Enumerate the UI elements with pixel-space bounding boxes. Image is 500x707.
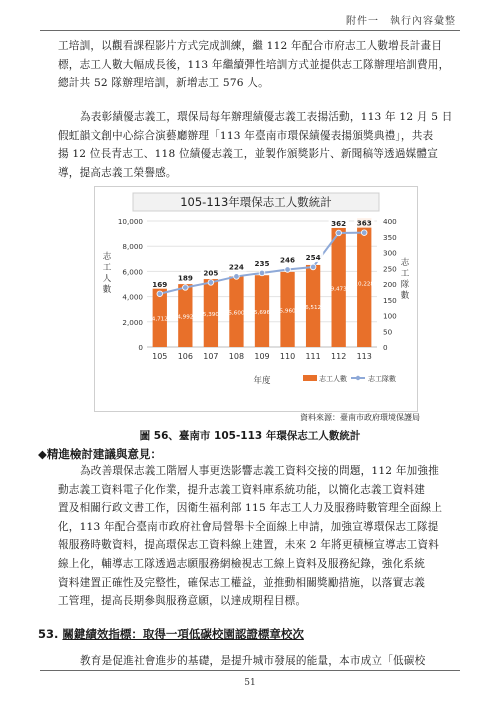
x-tick-label: 106 bbox=[177, 352, 193, 361]
kpi-number: 53. bbox=[38, 627, 59, 641]
line-value-label: 235 bbox=[254, 258, 270, 268]
line-point-111 bbox=[310, 264, 316, 270]
text-line: 假虹韻文創中心綜合演藝廳辦理「113 年臺南市環保績優表揚頒獎典禮」，共表 bbox=[58, 129, 434, 142]
y2-tick-label: 150 bbox=[383, 295, 397, 305]
paragraph-awards bbox=[58, 108, 456, 182]
x-tick-label: 113 bbox=[356, 352, 372, 361]
chart-canvas bbox=[95, 187, 417, 411]
line-value-label: 189 bbox=[177, 273, 193, 283]
y-tick-label: 8,000 bbox=[122, 242, 143, 252]
bar-value-label: 5,600 bbox=[228, 310, 245, 317]
chart-title: 105-113年環保志工人數統計 bbox=[180, 195, 332, 209]
legend-swatch-bars bbox=[303, 375, 317, 381]
line-value-label: 169 bbox=[152, 279, 168, 289]
x-tick-label: 110 bbox=[279, 352, 296, 361]
legend-label-bars: 志工人數 bbox=[319, 375, 347, 383]
x-axis-title: 年度 bbox=[253, 376, 271, 386]
y2-tick-label: 350 bbox=[383, 232, 397, 242]
line-value-label: 254 bbox=[305, 252, 321, 262]
y-tick-label: 6,000 bbox=[122, 267, 143, 277]
line-point-112 bbox=[336, 230, 342, 236]
y2-axis-title-char: 數 bbox=[400, 291, 410, 301]
y2-axis-title-char: 工 bbox=[400, 269, 410, 279]
page-number: 51 bbox=[244, 678, 256, 688]
y2-tick-label: 300 bbox=[383, 248, 397, 258]
text-line: 為改善環保志義工階層人事更迭影響志義工資料交接的問題，112 年加強推 bbox=[80, 465, 439, 477]
line-point-108 bbox=[234, 274, 240, 280]
text-line: 總計共 52 隊辦理培訓，新增志工 576 人。 bbox=[58, 77, 269, 90]
text-line: 化，113 年配合臺南市政府社會局營舉卡全面線上申請，加強宣導環保志工隊提 bbox=[58, 520, 439, 533]
bar-value-label: 5,696 bbox=[253, 310, 271, 317]
x-tick-label: 107 bbox=[203, 352, 219, 361]
paragraph-training bbox=[58, 37, 456, 93]
line-point-106 bbox=[183, 285, 189, 291]
bar-value-label: 4,992 bbox=[177, 314, 194, 321]
line-value-label: 246 bbox=[280, 255, 296, 265]
bar-value-label: 10,228 bbox=[354, 281, 375, 288]
review-heading: ◆精進檢討建議與意見： bbox=[38, 447, 162, 461]
bar-value-label: 9,473 bbox=[330, 286, 347, 293]
volunteer-chart bbox=[94, 186, 418, 412]
legend-marker-line bbox=[356, 376, 360, 380]
y2-tick-label: 0 bbox=[383, 343, 388, 352]
bar-value-label: 5,960 bbox=[279, 308, 296, 315]
y-axis-title-char: 志 bbox=[102, 252, 112, 262]
text-line: 揚 12 位長青志工、118 位績優志義工，並製作頒獎影片、新聞稿等透過媒體宣 bbox=[58, 148, 439, 161]
text-line: 報服務時數資料，提高環保志工資料線上建置，未來 2 年將更積極宣導志工資料 bbox=[58, 539, 440, 552]
y2-tick-label: 200 bbox=[383, 280, 397, 289]
y2-tick-label: 50 bbox=[383, 327, 393, 337]
legend-label-line: 志工隊數 bbox=[368, 375, 396, 383]
x-tick-label: 105 bbox=[152, 352, 168, 361]
y-axis-title-char: 工 bbox=[102, 263, 112, 273]
y-tick-label: 4,000 bbox=[122, 292, 143, 302]
x-tick-label: 108 bbox=[228, 352, 245, 361]
text-line: 置及相關行政文書工作，因衛生福利部 115 年志工人力及服務時數管理全面線上 bbox=[58, 502, 443, 515]
y-tick-label: 10,000 bbox=[117, 217, 143, 226]
y-tick-label: 2,000 bbox=[122, 317, 143, 327]
figure-caption: 圖 56、臺南市 105-113 年環保志工人數統計 bbox=[139, 430, 361, 442]
x-tick-label: 112 bbox=[331, 352, 347, 361]
text-line: 資料建置正確性及完整性，確保志工權益，並推動相關獎勵措施，以落實志義 bbox=[58, 576, 425, 589]
text-line: 動志義工資料電子化作業，提升志義工資料庫系統功能，以簡化志義工資料建 bbox=[58, 483, 425, 496]
paragraph-review bbox=[58, 462, 456, 611]
line-point-113 bbox=[361, 230, 367, 236]
page-header bbox=[40, 8, 460, 31]
text-line: 教育是促進社會進步的基礎，是提升城市發展的能量，本市成立「低碳校 bbox=[80, 655, 426, 667]
header-text: 附件一 執行內容彙整 bbox=[346, 16, 456, 27]
line-point-107 bbox=[208, 280, 214, 286]
line-point-110 bbox=[285, 267, 291, 273]
text-line: 為表彰績優志義工，環保局每年辦理績優志義工表揚活動，113 年 12 月 5 日 bbox=[80, 111, 453, 123]
line-value-label: 362 bbox=[331, 218, 347, 228]
text-line: 線上化，輔導志工隊透過志願服務網檢視志工線上資料及服務紀錄，強化系統 bbox=[58, 557, 425, 570]
x-tick-label: 109 bbox=[254, 352, 270, 361]
text-line: 標，志工人數大幅成長後，113 年繼續彈性培訓方式並提供志工隊辦理培訓費用， bbox=[58, 58, 450, 71]
line-value-label: 224 bbox=[228, 262, 244, 272]
y-tick-label: 0 bbox=[138, 343, 143, 352]
page-footer bbox=[40, 670, 460, 672]
paragraph-education bbox=[58, 652, 456, 671]
text-line: 導，提高志義工榮譽感。 bbox=[58, 166, 177, 179]
y2-tick-label: 100 bbox=[383, 311, 397, 321]
source-note: 資料來源：臺南市政府環境保護局 bbox=[300, 413, 420, 422]
y2-axis-title-char: 隊 bbox=[400, 280, 410, 290]
text-line: 工培訓，以觀看課程影片方式完成訓練，繼 112 年配合市府志工人數增長計畫目 bbox=[58, 40, 443, 52]
kpi-title: 關鍵績效指標：取得一項低碳校園認證標章校次 bbox=[62, 627, 304, 641]
line-point-109 bbox=[259, 270, 265, 276]
line-value-label: 205 bbox=[203, 268, 219, 278]
bar-value-label: 6,512 bbox=[305, 304, 322, 311]
y-axis-title-char: 數 bbox=[102, 285, 112, 295]
line-value-label: 363 bbox=[356, 218, 372, 228]
bar-value-label: 4,712 bbox=[151, 316, 168, 323]
y2-tick-label: 250 bbox=[383, 264, 397, 274]
y2-axis-title-char: 志 bbox=[400, 258, 410, 268]
bar-value-label: 5,390 bbox=[202, 312, 219, 319]
y-axis-title-char: 人 bbox=[102, 274, 112, 284]
text-line: 工管理，提高長期參與服務意願，以達成期程目標。 bbox=[58, 595, 307, 608]
line-point-105 bbox=[157, 291, 163, 297]
y2-tick-label: 400 bbox=[383, 217, 397, 226]
kpi-heading bbox=[38, 626, 304, 642]
x-tick-label: 111 bbox=[305, 352, 321, 361]
